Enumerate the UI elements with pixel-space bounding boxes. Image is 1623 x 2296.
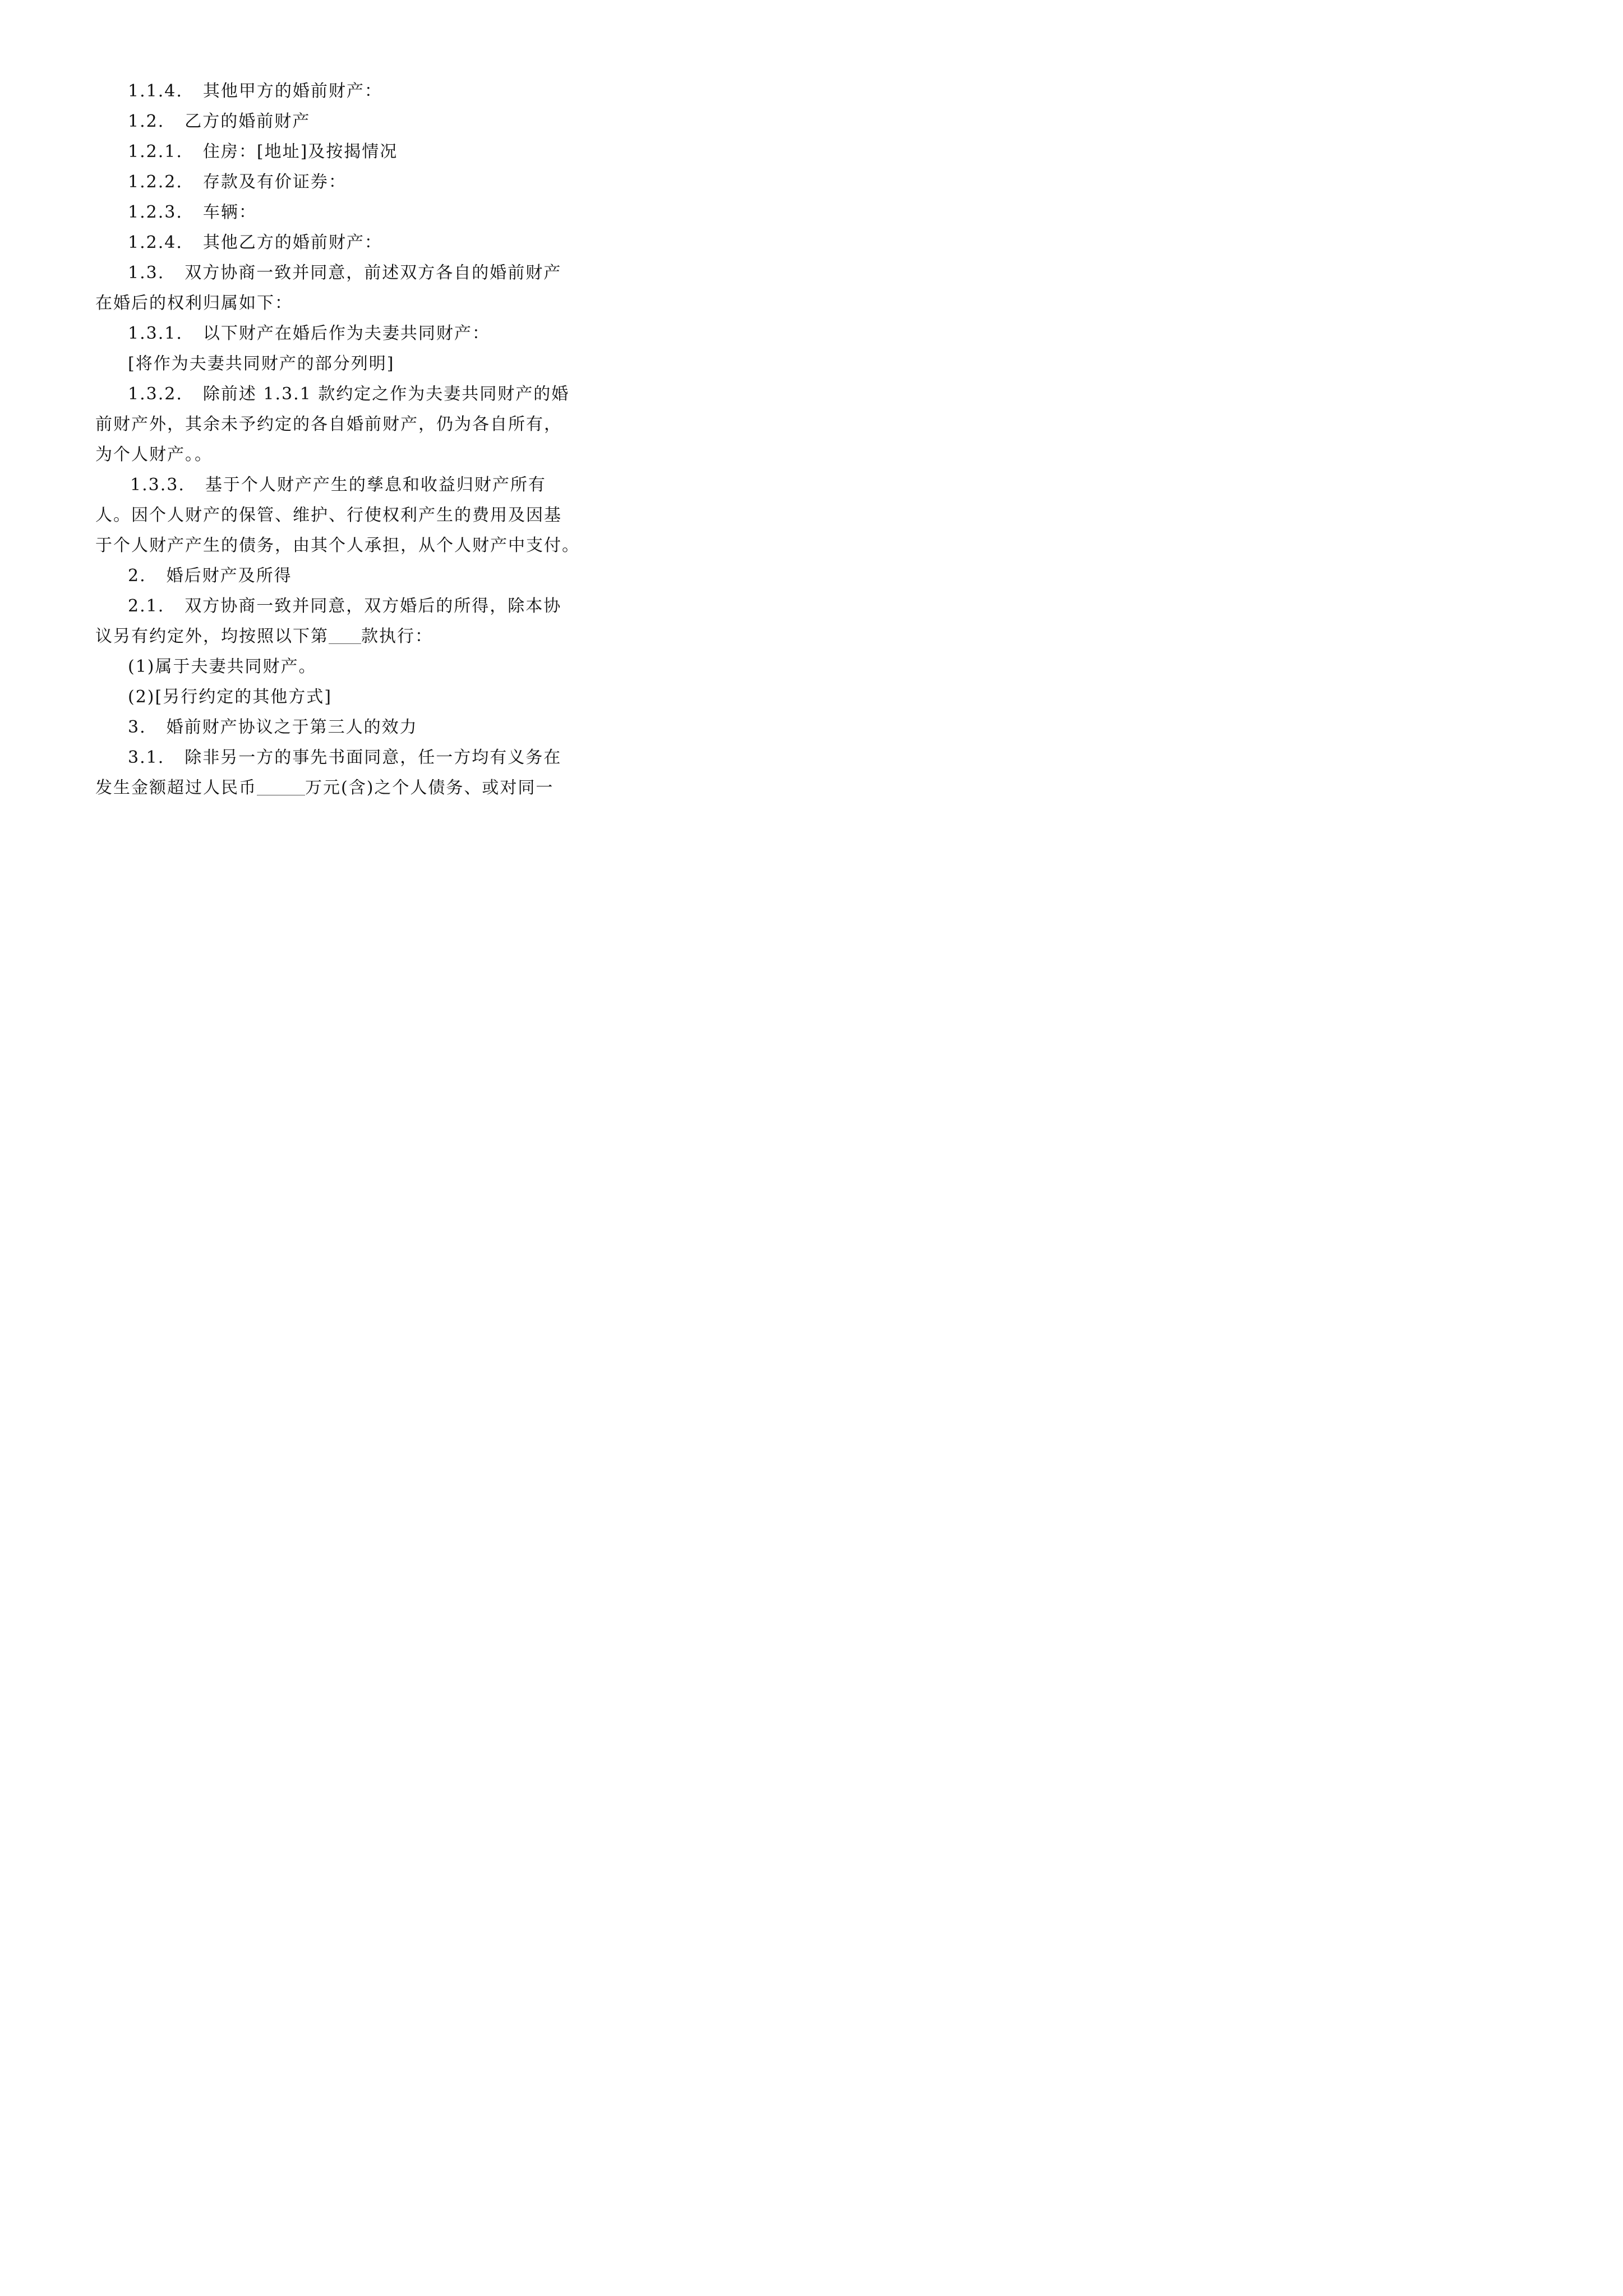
clause-1-3-2-continuation — [95, 440, 533, 470]
clause-number: 1.2. — [128, 112, 165, 131]
clause-text: 人。因个人财产的保管、维护、行使权利产生的费用及因基 — [95, 505, 562, 525]
clause-3-1-continuation — [95, 773, 554, 803]
clause-1-2-3 — [95, 197, 533, 228]
fill-in-blank — [329, 627, 361, 644]
clause-1-2-2 — [95, 167, 533, 197]
clause-number: 2.1. — [128, 596, 165, 616]
clause-number: 3. — [128, 717, 146, 737]
clause-2-1-continuation — [95, 622, 533, 652]
clause-1-3 — [95, 258, 562, 288]
clause-1-1-4 — [95, 76, 533, 107]
clause-text: 车辆： — [202, 203, 257, 222]
clause-number: 1.3.1. — [128, 324, 183, 343]
clause-1-3-3-continuation — [95, 531, 580, 561]
clause-number: 1.1.4. — [128, 81, 183, 101]
clause-text: 万元(含)之个人债务、或对同一 — [305, 778, 554, 798]
clause-text: 除非另一方的事先书面同意，任一方均有义务在 — [185, 748, 562, 767]
clause-2-1 — [95, 591, 562, 622]
clause-number: 1.2.2. — [128, 172, 183, 192]
clause-text: 以下财产在婚后作为夫妻共同财产： — [202, 324, 490, 343]
clause-text: 除前述 1.3.1 款约定之作为夫妻共同财产的婚 — [202, 384, 570, 404]
option-2 — [95, 682, 533, 712]
clause-text: (2)[另行约定的其他方式] — [128, 687, 332, 707]
document-page — [0, 0, 617, 873]
placeholder-line — [95, 349, 533, 379]
clause-number: 1.2.4. — [128, 233, 183, 252]
clause-text: 婚后财产及所得 — [166, 566, 292, 586]
clause-1-2-1 — [95, 137, 533, 167]
clause-number: 3.1. — [128, 748, 165, 767]
clause-text: 为个人财产。。 — [95, 445, 213, 464]
clause-text: 款执行： — [361, 627, 433, 646]
clause-text: 存款及有价证券： — [202, 172, 347, 192]
clause-text: 双方协商一致并同意，双方婚后的所得，除本协 — [185, 596, 562, 616]
clause-text: 乙方的婚前财产 — [185, 112, 311, 131]
clause-text: 其他乙方的婚前财产： — [202, 233, 382, 252]
clause-text: 住房：[地址]及按揭情况 — [202, 142, 398, 162]
clause-text: [将作为夫妻共同财产的部分列明] — [128, 354, 395, 374]
clause-text: 在婚后的权利归属如下： — [95, 293, 293, 313]
clause-text: 议另有约定外，均按照以下第 — [95, 627, 329, 646]
clause-text: 双方协商一致并同意，前述双方各自的婚前财产 — [185, 263, 562, 283]
clause-1-2-4 — [95, 228, 533, 258]
document-body — [95, 76, 580, 803]
clause-text: 婚前财产协议之于第三人的效力 — [166, 717, 418, 737]
fill-in-blank — [257, 778, 305, 795]
clause-number: 1.2.1. — [128, 142, 183, 162]
clause-text: 基于个人财产产生的孳息和收益归财产所有 — [205, 475, 546, 495]
clause-1-3-2-continuation — [95, 409, 562, 440]
clause-text: 于个人财产产生的债务，由其个人承担，从个人财产中支付。 — [95, 536, 580, 555]
clause-text: 其他甲方的婚前财产： — [202, 81, 382, 101]
option-1 — [95, 652, 533, 682]
clause-1-3-1 — [95, 319, 533, 349]
clause-text: 前财产外，其余未予约定的各自婚前财产，仍为各自所有， — [95, 415, 562, 434]
clause-1-3-2 — [95, 379, 570, 409]
clause-1-3-continuation — [95, 288, 533, 319]
clause-1-3-3-continuation — [95, 500, 562, 531]
section-3-heading — [95, 712, 533, 743]
section-2-heading — [95, 561, 533, 591]
clause-number: 1.3. — [128, 263, 165, 283]
clause-number: 1.3.3. — [130, 475, 185, 495]
clause-text: (1)属于夫妻共同财产。 — [128, 657, 317, 677]
clause-1-2 — [95, 107, 533, 137]
clause-text: 发生金额超过人民币 — [95, 778, 257, 798]
clause-number: 1.2.3. — [128, 203, 183, 222]
clause-1-3-3 — [95, 470, 546, 500]
clause-3-1 — [95, 743, 562, 773]
clause-number: 1.3.2. — [128, 384, 183, 404]
clause-number: 2. — [128, 566, 146, 586]
